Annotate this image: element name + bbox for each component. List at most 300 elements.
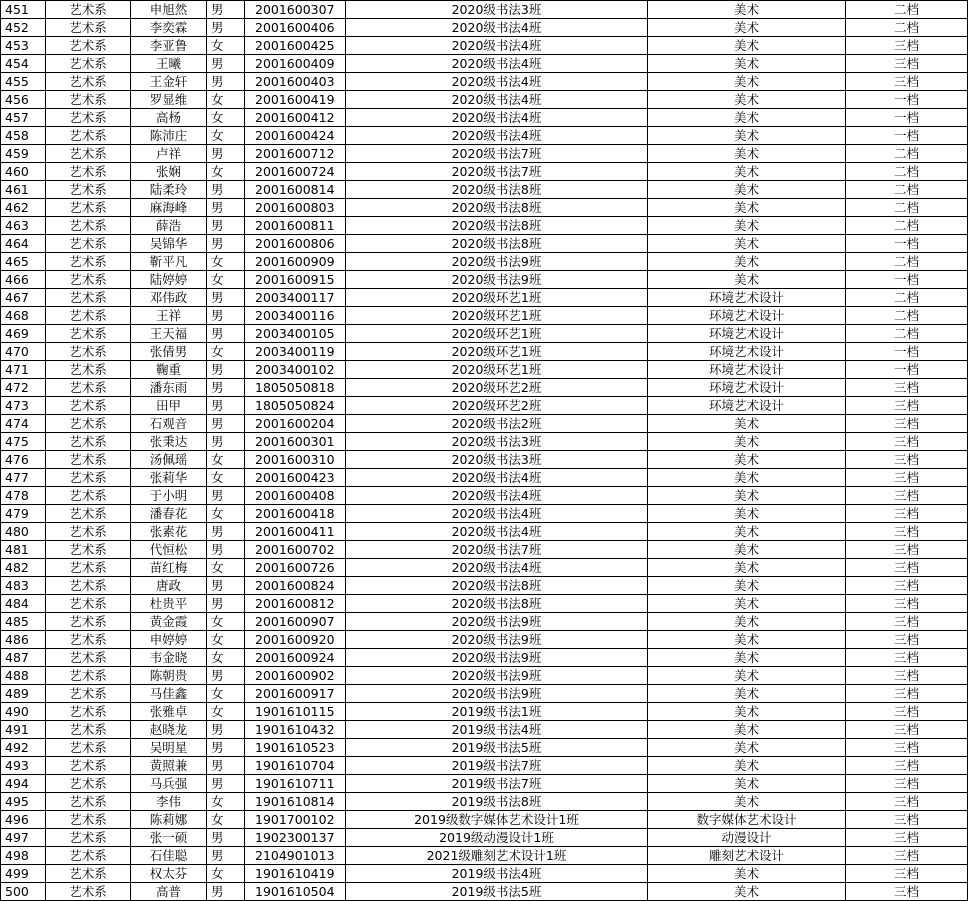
gender-cell: 男 — [207, 181, 245, 199]
student-id-cell: 1901610432 — [245, 721, 346, 739]
grade-level-cell: 三档 — [846, 613, 968, 631]
class-cell: 2020级书法4班 — [346, 487, 648, 505]
class-cell: 2020级书法4班 — [346, 91, 648, 109]
table-row — [1, 811, 968, 829]
table-row — [1, 343, 968, 361]
table-row — [1, 703, 968, 721]
gender-cell: 男 — [207, 487, 245, 505]
gender-cell: 女 — [207, 613, 245, 631]
table-row — [1, 19, 968, 37]
gender-cell: 男 — [207, 595, 245, 613]
class-cell: 2020级书法4班 — [346, 73, 648, 91]
student-id-cell: 2001600406 — [245, 19, 346, 37]
department-cell: 艺术系 — [46, 73, 131, 91]
grade-level-cell: 三档 — [846, 847, 968, 865]
gender-cell: 男 — [207, 847, 245, 865]
department-cell: 艺术系 — [46, 541, 131, 559]
class-cell: 2019级动漫设计1班 — [346, 829, 648, 847]
table-row — [1, 667, 968, 685]
student-id-cell: 2001600310 — [245, 451, 346, 469]
table-row — [1, 595, 968, 613]
student-name-cell: 陈莉娜 — [131, 811, 207, 829]
class-cell: 2020级书法4班 — [346, 55, 648, 73]
student-id-cell: 2001600724 — [245, 163, 346, 181]
student-id-cell: 2003400117 — [245, 289, 346, 307]
student-id-cell: 2001600418 — [245, 505, 346, 523]
department-cell: 艺术系 — [46, 595, 131, 613]
grade-level-cell: 三档 — [846, 559, 968, 577]
major-cell: 美术 — [648, 433, 846, 451]
major-cell: 环境艺术设计 — [648, 343, 846, 361]
major-cell: 美术 — [648, 253, 846, 271]
row-number: 473 — [1, 397, 46, 415]
student-id-cell: 1901610711 — [245, 775, 346, 793]
table-row — [1, 1, 968, 19]
student-id-cell: 2104901013 — [245, 847, 346, 865]
student-name-cell: 陈沛庄 — [131, 127, 207, 145]
row-number: 454 — [1, 55, 46, 73]
row-number: 500 — [1, 883, 46, 901]
table-row — [1, 577, 968, 595]
class-cell: 2020级环艺2班 — [346, 379, 648, 397]
grade-level-cell: 三档 — [846, 739, 968, 757]
row-number: 481 — [1, 541, 46, 559]
major-cell: 环境艺术设计 — [648, 307, 846, 325]
student-name-cell: 张雅卓 — [131, 703, 207, 721]
grade-level-cell: 三档 — [846, 775, 968, 793]
row-number: 453 — [1, 37, 46, 55]
grade-level-cell: 三档 — [846, 73, 968, 91]
grade-level-cell: 一档 — [846, 127, 968, 145]
class-cell: 2020级书法4班 — [346, 469, 648, 487]
table-row — [1, 415, 968, 433]
student-id-cell: 1901610814 — [245, 793, 346, 811]
grade-level-cell: 三档 — [846, 811, 968, 829]
gender-cell: 女 — [207, 343, 245, 361]
table-row — [1, 91, 968, 109]
department-cell: 艺术系 — [46, 631, 131, 649]
class-cell: 2020级书法9班 — [346, 667, 648, 685]
grade-level-cell: 三档 — [846, 541, 968, 559]
gender-cell: 女 — [207, 163, 245, 181]
row-number: 486 — [1, 631, 46, 649]
department-cell: 艺术系 — [46, 1, 131, 19]
department-cell: 艺术系 — [46, 163, 131, 181]
class-cell: 2020级书法3班 — [346, 451, 648, 469]
grade-level-cell: 二档 — [846, 1, 968, 19]
department-cell: 艺术系 — [46, 739, 131, 757]
student-name-cell: 马兵强 — [131, 775, 207, 793]
major-cell: 美术 — [648, 559, 846, 577]
major-cell: 美术 — [648, 541, 846, 559]
grade-level-cell: 二档 — [846, 289, 968, 307]
student-name-cell: 张娴 — [131, 163, 207, 181]
student-id-cell: 2001600204 — [245, 415, 346, 433]
student-id-cell: 2001600307 — [245, 1, 346, 19]
class-cell: 2020级书法4班 — [346, 127, 648, 145]
major-cell: 美术 — [648, 793, 846, 811]
grade-level-cell: 一档 — [846, 109, 968, 127]
department-cell: 艺术系 — [46, 469, 131, 487]
table-row — [1, 721, 968, 739]
department-cell: 艺术系 — [46, 667, 131, 685]
table-row — [1, 451, 968, 469]
gender-cell: 男 — [207, 739, 245, 757]
gender-cell: 男 — [207, 1, 245, 19]
grade-level-cell: 三档 — [846, 523, 968, 541]
gender-cell: 男 — [207, 523, 245, 541]
department-cell: 艺术系 — [46, 217, 131, 235]
table-row — [1, 793, 968, 811]
row-number: 495 — [1, 793, 46, 811]
grade-level-cell: 二档 — [846, 307, 968, 325]
grade-level-cell: 三档 — [846, 883, 968, 901]
row-number: 482 — [1, 559, 46, 577]
student-id-cell: 1901610504 — [245, 883, 346, 901]
row-number: 451 — [1, 1, 46, 19]
student-id-cell: 2001600403 — [245, 73, 346, 91]
grade-level-cell: 三档 — [846, 451, 968, 469]
gender-cell: 男 — [207, 667, 245, 685]
row-number: 452 — [1, 19, 46, 37]
student-id-cell: 1902300137 — [245, 829, 346, 847]
row-number: 471 — [1, 361, 46, 379]
gender-cell: 男 — [207, 325, 245, 343]
student-name-cell: 王天福 — [131, 325, 207, 343]
row-number: 480 — [1, 523, 46, 541]
class-cell: 2020级环艺1班 — [346, 307, 648, 325]
class-cell: 2020级书法4班 — [346, 505, 648, 523]
class-cell: 2020级书法4班 — [346, 19, 648, 37]
grade-level-cell: 三档 — [846, 415, 968, 433]
row-number: 474 — [1, 415, 46, 433]
department-cell: 艺术系 — [46, 883, 131, 901]
class-cell: 2020级书法9班 — [346, 649, 648, 667]
class-cell: 2020级环艺1班 — [346, 343, 648, 361]
major-cell: 美术 — [648, 631, 846, 649]
department-cell: 艺术系 — [46, 415, 131, 433]
table-row — [1, 307, 968, 325]
major-cell: 美术 — [648, 217, 846, 235]
department-cell: 艺术系 — [46, 271, 131, 289]
table-row — [1, 523, 968, 541]
student-name-cell: 陈朝贵 — [131, 667, 207, 685]
student-id-cell: 2001600425 — [245, 37, 346, 55]
student-id-cell: 2001600412 — [245, 109, 346, 127]
table-row — [1, 127, 968, 145]
student-id-cell: 2001600909 — [245, 253, 346, 271]
grade-level-cell: 三档 — [846, 649, 968, 667]
major-cell: 美术 — [648, 91, 846, 109]
gender-cell: 女 — [207, 703, 245, 721]
department-cell: 艺术系 — [46, 685, 131, 703]
row-number: 496 — [1, 811, 46, 829]
table-row — [1, 649, 968, 667]
student-name-cell: 申婷婷 — [131, 631, 207, 649]
table-row — [1, 559, 968, 577]
grade-level-cell: 二档 — [846, 163, 968, 181]
student-id-cell: 1901610523 — [245, 739, 346, 757]
grade-level-cell: 三档 — [846, 757, 968, 775]
gender-cell: 女 — [207, 865, 245, 883]
gender-cell: 女 — [207, 559, 245, 577]
major-cell: 美术 — [648, 235, 846, 253]
student-name-cell: 吴锦华 — [131, 235, 207, 253]
department-cell: 艺术系 — [46, 361, 131, 379]
major-cell: 美术 — [648, 415, 846, 433]
grade-level-cell: 三档 — [846, 37, 968, 55]
table-row — [1, 55, 968, 73]
student-name-cell: 陆婷婷 — [131, 271, 207, 289]
major-cell: 美术 — [648, 523, 846, 541]
department-cell: 艺术系 — [46, 613, 131, 631]
gender-cell: 女 — [207, 271, 245, 289]
major-cell: 美术 — [648, 271, 846, 289]
student-id-cell: 2003400119 — [245, 343, 346, 361]
student-name-cell: 陆柔玲 — [131, 181, 207, 199]
department-cell: 艺术系 — [46, 721, 131, 739]
student-name-cell: 苗红梅 — [131, 559, 207, 577]
row-number: 456 — [1, 91, 46, 109]
student-name-cell: 黄照兼 — [131, 757, 207, 775]
gender-cell: 男 — [207, 883, 245, 901]
class-cell: 2020级书法9班 — [346, 631, 648, 649]
department-cell: 艺术系 — [46, 847, 131, 865]
gender-cell: 男 — [207, 307, 245, 325]
department-cell: 艺术系 — [46, 19, 131, 37]
table-row — [1, 181, 968, 199]
student-name-cell: 李亚鲁 — [131, 37, 207, 55]
student-name-cell: 邓伟政 — [131, 289, 207, 307]
major-cell: 雕刻艺术设计 — [648, 847, 846, 865]
student-id-cell: 2001600411 — [245, 523, 346, 541]
student-name-cell: 吴明星 — [131, 739, 207, 757]
major-cell: 美术 — [648, 739, 846, 757]
class-cell: 2019级书法4班 — [346, 721, 648, 739]
student-name-cell: 罗显维 — [131, 91, 207, 109]
table-row — [1, 235, 968, 253]
row-number: 491 — [1, 721, 46, 739]
table-row — [1, 37, 968, 55]
grade-level-cell: 三档 — [846, 595, 968, 613]
table-row — [1, 757, 968, 775]
student-name-cell: 于小明 — [131, 487, 207, 505]
student-name-cell: 高杨 — [131, 109, 207, 127]
grade-level-cell: 三档 — [846, 631, 968, 649]
class-cell: 2020级书法3班 — [346, 1, 648, 19]
student-name-cell: 高普 — [131, 883, 207, 901]
student-id-cell: 1901700102 — [245, 811, 346, 829]
table-row — [1, 739, 968, 757]
major-cell: 数字媒体艺术设计 — [648, 811, 846, 829]
student-name-cell: 靳平凡 — [131, 253, 207, 271]
department-cell: 艺术系 — [46, 253, 131, 271]
row-number: 476 — [1, 451, 46, 469]
table-row — [1, 397, 968, 415]
table-row — [1, 631, 968, 649]
row-number: 499 — [1, 865, 46, 883]
department-cell: 艺术系 — [46, 757, 131, 775]
table-row — [1, 217, 968, 235]
grade-level-cell: 二档 — [846, 181, 968, 199]
row-number: 479 — [1, 505, 46, 523]
grade-level-cell: 三档 — [846, 433, 968, 451]
student-name-cell: 鞠重 — [131, 361, 207, 379]
student-name-cell: 韦金晓 — [131, 649, 207, 667]
grade-level-cell: 三档 — [846, 397, 968, 415]
major-cell: 美术 — [648, 685, 846, 703]
department-cell: 艺术系 — [46, 559, 131, 577]
grade-level-cell: 二档 — [846, 199, 968, 217]
class-cell: 2019级数字媒体艺术设计1班 — [346, 811, 648, 829]
grade-level-cell: 三档 — [846, 469, 968, 487]
gender-cell: 男 — [207, 235, 245, 253]
class-cell: 2020级书法8班 — [346, 595, 648, 613]
student-id-cell: 2001600915 — [245, 271, 346, 289]
gender-cell: 男 — [207, 19, 245, 37]
major-cell: 环境艺术设计 — [648, 361, 846, 379]
department-cell: 艺术系 — [46, 865, 131, 883]
department-cell: 艺术系 — [46, 451, 131, 469]
department-cell: 艺术系 — [46, 505, 131, 523]
row-number: 488 — [1, 667, 46, 685]
major-cell: 环境艺术设计 — [648, 379, 846, 397]
grade-level-cell: 三档 — [846, 379, 968, 397]
grade-level-cell: 一档 — [846, 343, 968, 361]
department-cell: 艺术系 — [46, 703, 131, 721]
gender-cell: 男 — [207, 397, 245, 415]
class-cell: 2020级书法8班 — [346, 577, 648, 595]
student-name-cell: 张一硕 — [131, 829, 207, 847]
gender-cell: 男 — [207, 361, 245, 379]
row-number: 493 — [1, 757, 46, 775]
major-cell: 环境艺术设计 — [648, 325, 846, 343]
student-id-cell: 2001600423 — [245, 469, 346, 487]
row-number: 463 — [1, 217, 46, 235]
student-id-cell: 1805050818 — [245, 379, 346, 397]
row-number: 455 — [1, 73, 46, 91]
student-id-cell: 2001600408 — [245, 487, 346, 505]
department-cell: 艺术系 — [46, 343, 131, 361]
major-cell: 美术 — [648, 595, 846, 613]
student-id-cell: 2001600814 — [245, 181, 346, 199]
table-row — [1, 163, 968, 181]
department-cell: 艺术系 — [46, 235, 131, 253]
grade-level-cell: 三档 — [846, 703, 968, 721]
row-number: 459 — [1, 145, 46, 163]
student-name-cell: 石观音 — [131, 415, 207, 433]
row-number: 465 — [1, 253, 46, 271]
gender-cell: 男 — [207, 775, 245, 793]
student-name-cell: 张倩男 — [131, 343, 207, 361]
gender-cell: 男 — [207, 379, 245, 397]
department-cell: 艺术系 — [46, 289, 131, 307]
gender-cell: 男 — [207, 289, 245, 307]
gender-cell: 女 — [207, 469, 245, 487]
gender-cell: 男 — [207, 721, 245, 739]
table-row — [1, 109, 968, 127]
gender-cell: 女 — [207, 451, 245, 469]
department-cell: 艺术系 — [46, 433, 131, 451]
department-cell: 艺术系 — [46, 127, 131, 145]
student-name-cell: 唐政 — [131, 577, 207, 595]
row-number: 490 — [1, 703, 46, 721]
grade-level-cell: 二档 — [846, 217, 968, 235]
row-number: 470 — [1, 343, 46, 361]
major-cell: 美术 — [648, 469, 846, 487]
student-id-cell: 1901610704 — [245, 757, 346, 775]
table-row — [1, 361, 968, 379]
class-cell: 2020级环艺1班 — [346, 361, 648, 379]
student-id-cell: 2003400116 — [245, 307, 346, 325]
major-cell: 美术 — [648, 649, 846, 667]
table-row — [1, 505, 968, 523]
student-name-cell: 李伟 — [131, 793, 207, 811]
student-name-cell: 代恒松 — [131, 541, 207, 559]
gender-cell: 男 — [207, 55, 245, 73]
gender-cell: 男 — [207, 577, 245, 595]
class-cell: 2019级书法5班 — [346, 883, 648, 901]
department-cell: 艺术系 — [46, 649, 131, 667]
student-name-cell: 卢祥 — [131, 145, 207, 163]
row-number: 484 — [1, 595, 46, 613]
department-cell: 艺术系 — [46, 829, 131, 847]
table-row — [1, 613, 968, 631]
class-cell: 2020级书法8班 — [346, 235, 648, 253]
class-cell: 2020级书法9班 — [346, 271, 648, 289]
grade-level-cell: 三档 — [846, 577, 968, 595]
gender-cell: 女 — [207, 649, 245, 667]
gender-cell: 女 — [207, 109, 245, 127]
department-cell: 艺术系 — [46, 775, 131, 793]
class-cell: 2019级书法5班 — [346, 739, 648, 757]
table-row — [1, 253, 968, 271]
table-row — [1, 325, 968, 343]
major-cell: 美术 — [648, 109, 846, 127]
student-id-cell: 2001600712 — [245, 145, 346, 163]
student-id-cell: 2001600726 — [245, 559, 346, 577]
class-cell: 2020级书法8班 — [346, 217, 648, 235]
class-cell: 2021级雕刻艺术设计1班 — [346, 847, 648, 865]
gender-cell: 男 — [207, 433, 245, 451]
gender-cell: 男 — [207, 145, 245, 163]
class-cell: 2020级书法4班 — [346, 37, 648, 55]
student-id-cell: 2001600811 — [245, 217, 346, 235]
student-id-cell: 2001600924 — [245, 649, 346, 667]
row-number: 487 — [1, 649, 46, 667]
student-id-cell: 2001600409 — [245, 55, 346, 73]
class-cell: 2019级书法1班 — [346, 703, 648, 721]
class-cell: 2020级书法3班 — [346, 433, 648, 451]
department-cell: 艺术系 — [46, 811, 131, 829]
table-body — [1, 1, 968, 901]
department-cell: 艺术系 — [46, 397, 131, 415]
table-row — [1, 775, 968, 793]
student-name-cell: 潘春花 — [131, 505, 207, 523]
major-cell: 美术 — [648, 127, 846, 145]
gender-cell: 女 — [207, 685, 245, 703]
gender-cell: 女 — [207, 811, 245, 829]
student-name-cell: 王金轩 — [131, 73, 207, 91]
student-name-cell: 黄金霞 — [131, 613, 207, 631]
student-name-cell: 汤佩瑶 — [131, 451, 207, 469]
table-row — [1, 73, 968, 91]
row-number: 458 — [1, 127, 46, 145]
row-number: 483 — [1, 577, 46, 595]
class-cell: 2020级书法7班 — [346, 541, 648, 559]
grade-level-cell: 三档 — [846, 793, 968, 811]
student-id-cell: 2001600424 — [245, 127, 346, 145]
